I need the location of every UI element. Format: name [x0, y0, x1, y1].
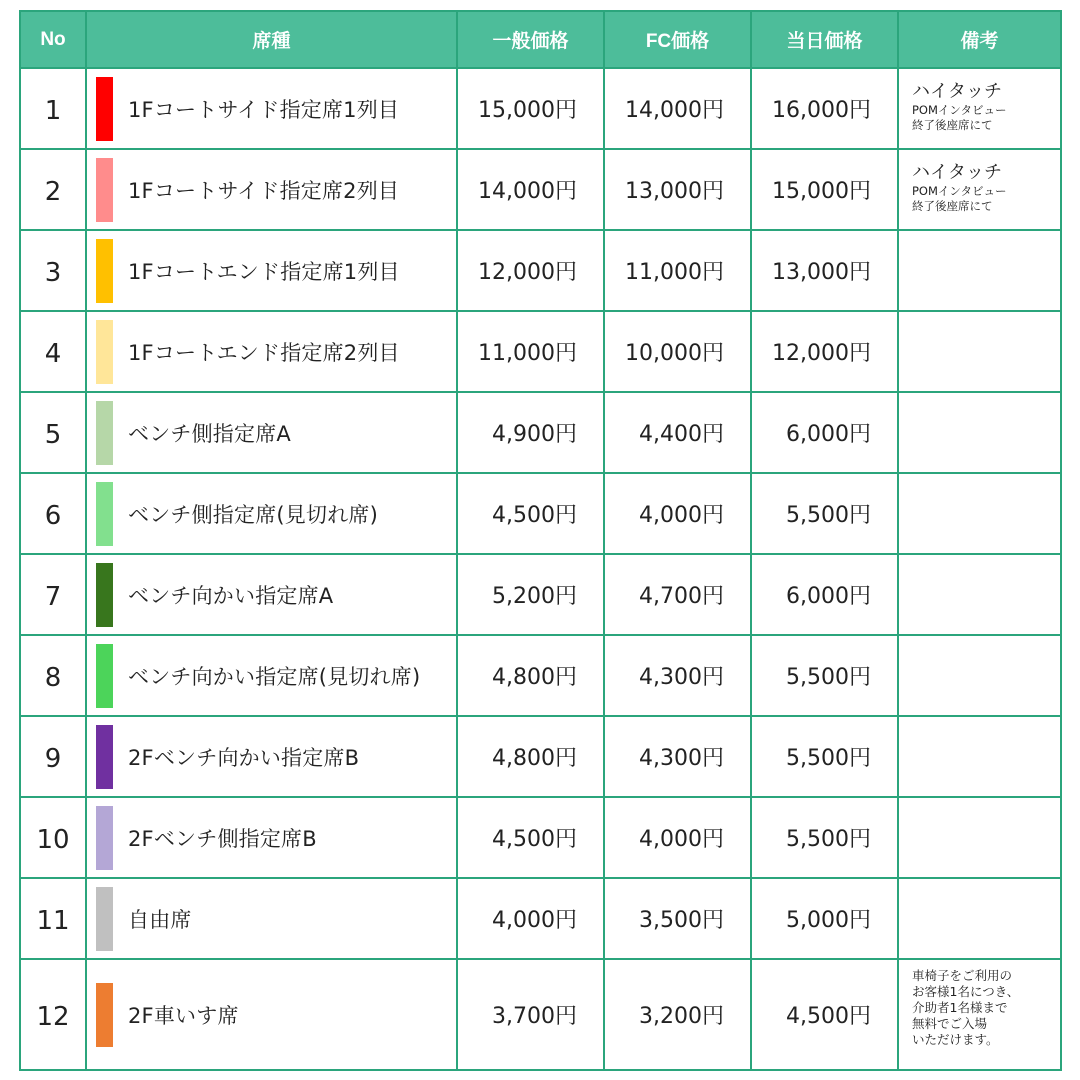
row-number: 4 [20, 311, 86, 392]
row-number: 3 [20, 230, 86, 311]
general-price-cell: 4,500円 [457, 797, 604, 878]
table-row [20, 392, 1061, 473]
seat-type-inner [87, 717, 456, 796]
table-row [20, 797, 1061, 878]
general-price-cell: 11,000円 [457, 311, 604, 392]
table-row [20, 149, 1061, 230]
seat-type-label: 1Fコートサイド指定席2列目 [128, 178, 400, 203]
remarks-cell [898, 149, 1061, 230]
same-day-price-cell: 5,500円 [751, 797, 898, 878]
row-number: 1 [20, 68, 86, 149]
same-day-price-cell: 6,000円 [751, 392, 898, 473]
header-remarks: 備考 [898, 11, 1061, 68]
seat-type-cell [86, 149, 457, 230]
note-long-text: 車椅子をご利用の お客様1名につき、 介助者1名様まで 無料でご入場 いただけます。 [912, 968, 1020, 1047]
table-row [20, 716, 1061, 797]
seat-type-cell [86, 716, 457, 797]
header-same-day-price: 当日価格 [751, 11, 898, 68]
remarks-cell [898, 716, 1061, 797]
seat-type-inner [87, 879, 456, 958]
general-price-cell: 4,800円 [457, 716, 604, 797]
row-number: 10 [20, 797, 86, 878]
same-day-price-cell: 16,000円 [751, 68, 898, 149]
row-number: 8 [20, 635, 86, 716]
table-row [20, 230, 1061, 311]
seat-color-swatch [96, 320, 113, 384]
fc-price-cell: 4,000円 [604, 473, 751, 554]
seat-type-inner [87, 636, 456, 715]
seat-price-table [19, 10, 1062, 1071]
seat-color-swatch [96, 77, 113, 141]
row-number: 5 [20, 392, 86, 473]
seat-type-label: 1Fコートエンド指定席1列目 [128, 259, 400, 284]
seat-type-cell [86, 797, 457, 878]
same-day-price-cell: 12,000円 [751, 311, 898, 392]
seat-color-swatch [96, 887, 113, 951]
header-general-price: 一般価格 [457, 11, 604, 68]
note-sub-text: POMインタビュー [912, 103, 1007, 117]
note-sub-text: 終了後座席にて [912, 199, 993, 213]
seat-type-label: 自由席 [128, 907, 192, 932]
remarks-cell [898, 554, 1061, 635]
seat-type-label: 1Fコートエンド指定席2列目 [128, 340, 400, 365]
remarks-cell [898, 878, 1061, 959]
fc-price-cell: 3,200円 [604, 959, 751, 1070]
general-price-cell: 4,000円 [457, 878, 604, 959]
seat-type-label: 2F車いす席 [128, 1003, 239, 1028]
seat-type-label: 1Fコートサイド指定席1列目 [128, 97, 400, 122]
seat-color-swatch [96, 482, 113, 546]
fc-price-cell: 4,000円 [604, 797, 751, 878]
general-price-cell: 4,800円 [457, 635, 604, 716]
remarks-cell [898, 392, 1061, 473]
table-row [20, 959, 1061, 1070]
table-row [20, 878, 1061, 959]
seat-type-inner [87, 798, 456, 877]
header-row [20, 11, 1061, 68]
note-main-text: ハイタッチ [912, 81, 1002, 102]
fc-price-cell: 4,400円 [604, 392, 751, 473]
seat-type-cell [86, 392, 457, 473]
seat-color-swatch [96, 563, 113, 627]
seat-color-swatch [96, 806, 113, 870]
fc-price-cell: 10,000円 [604, 311, 751, 392]
fc-price-cell: 4,300円 [604, 716, 751, 797]
same-day-price-cell: 6,000円 [751, 554, 898, 635]
fc-price-cell: 14,000円 [604, 68, 751, 149]
seat-type-label: ベンチ側指定席(見切れ席) [128, 502, 378, 527]
row-number: 7 [20, 554, 86, 635]
seat-color-swatch [96, 401, 113, 465]
seat-type-label: ベンチ向かい指定席A [128, 583, 334, 608]
seat-type-cell [86, 878, 457, 959]
fc-price-cell: 13,000円 [604, 149, 751, 230]
same-day-price-cell: 15,000円 [751, 149, 898, 230]
seat-type-inner [87, 150, 456, 229]
general-price-cell: 5,200円 [457, 554, 604, 635]
remarks-cell [898, 68, 1061, 149]
seat-type-inner [87, 312, 456, 391]
seat-type-inner [87, 393, 456, 472]
seat-type-label: 2Fベンチ側指定席B [128, 826, 317, 851]
fc-price-cell: 3,500円 [604, 878, 751, 959]
seat-type-inner [87, 555, 456, 634]
remarks-cell [898, 311, 1061, 392]
header-fc-price: FC価格 [604, 11, 751, 68]
note-main-text: ハイタッチ [912, 162, 1002, 183]
seat-color-swatch [96, 644, 113, 708]
fc-price-cell: 4,300円 [604, 635, 751, 716]
remarks-cell [898, 230, 1061, 311]
table-row [20, 311, 1061, 392]
seat-type-label: ベンチ側指定席A [128, 421, 291, 446]
remarks-cell [898, 959, 1061, 1070]
seat-color-swatch [96, 239, 113, 303]
seat-type-label: 2Fベンチ向かい指定席B [128, 745, 360, 770]
seat-type-cell [86, 635, 457, 716]
remarks-cell [898, 473, 1061, 554]
seat-type-inner [87, 474, 456, 553]
seat-type-cell [86, 311, 457, 392]
seat-color-swatch [96, 725, 113, 789]
row-number: 6 [20, 473, 86, 554]
price-table-container [19, 10, 1060, 1066]
general-price-cell: 15,000円 [457, 68, 604, 149]
general-price-cell: 12,000円 [457, 230, 604, 311]
note-sub-text: POMインタビュー [912, 184, 1007, 198]
seat-type-cell [86, 959, 457, 1070]
note-sub-text: 終了後座席にて [912, 118, 993, 132]
remarks-cell [898, 797, 1061, 878]
seat-type-cell [86, 554, 457, 635]
general-price-cell: 14,000円 [457, 149, 604, 230]
table-row [20, 554, 1061, 635]
general-price-cell: 4,500円 [457, 473, 604, 554]
same-day-price-cell: 13,000円 [751, 230, 898, 311]
row-number: 2 [20, 149, 86, 230]
same-day-price-cell: 5,500円 [751, 635, 898, 716]
seat-type-inner [87, 69, 456, 148]
seat-type-cell [86, 68, 457, 149]
row-number: 11 [20, 878, 86, 959]
seat-type-label: ベンチ向かい指定席(見切れ席) [128, 664, 421, 689]
table-header [20, 11, 1061, 68]
table-body [20, 68, 1061, 1070]
same-day-price-cell: 5,500円 [751, 716, 898, 797]
seat-color-swatch [96, 983, 113, 1047]
remarks-cell [898, 635, 1061, 716]
seat-type-cell [86, 473, 457, 554]
same-day-price-cell: 5,000円 [751, 878, 898, 959]
row-number: 9 [20, 716, 86, 797]
table-row [20, 635, 1061, 716]
same-day-price-cell: 4,500円 [751, 959, 898, 1070]
same-day-price-cell: 5,500円 [751, 473, 898, 554]
fc-price-cell: 11,000円 [604, 230, 751, 311]
table-row [20, 68, 1061, 149]
general-price-cell: 4,900円 [457, 392, 604, 473]
header-seat-type: 席種 [86, 11, 457, 68]
header-no: No [20, 11, 86, 68]
table-row [20, 473, 1061, 554]
general-price-cell: 3,700円 [457, 959, 604, 1070]
row-number: 12 [20, 959, 86, 1070]
seat-type-inner [87, 231, 456, 310]
seat-color-swatch [96, 158, 113, 222]
seat-type-cell [86, 230, 457, 311]
fc-price-cell: 4,700円 [604, 554, 751, 635]
seat-type-inner [87, 960, 456, 1069]
